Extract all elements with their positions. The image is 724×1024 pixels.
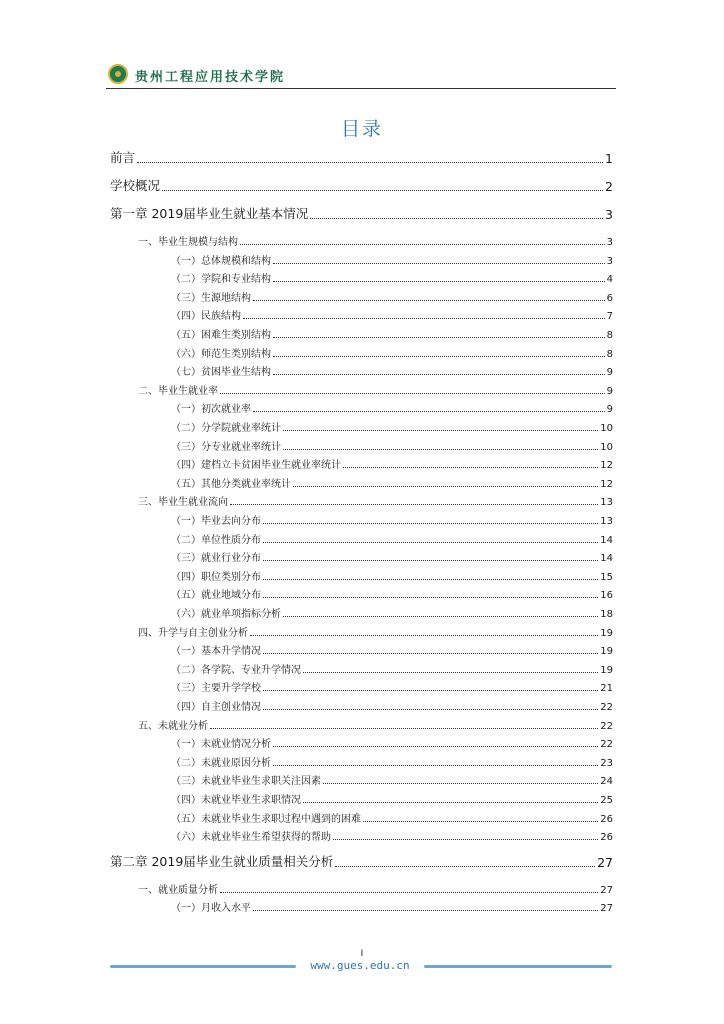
toc-dot-leader bbox=[303, 671, 598, 673]
toc-dot-leader bbox=[253, 410, 605, 412]
toc-entry-label: 五、未就业分析 bbox=[138, 720, 208, 732]
toc-entry[interactable] bbox=[138, 716, 613, 732]
toc-entry-label: （一）基本升学情况 bbox=[171, 646, 261, 658]
toc-dot-leader bbox=[363, 820, 598, 822]
toc-entry[interactable] bbox=[171, 585, 613, 601]
toc-entry[interactable] bbox=[171, 567, 613, 583]
toc-dot-leader bbox=[253, 299, 605, 301]
toc-entry-label: （五）就业地域分布 bbox=[171, 590, 261, 602]
toc-entry-page: 12 bbox=[600, 460, 613, 472]
toc-entry-label: （六）师范生类别结构 bbox=[171, 348, 271, 360]
toc-dot-leader bbox=[263, 689, 598, 691]
toc-dot-leader bbox=[243, 317, 605, 319]
toc-entry-page: 27 bbox=[597, 854, 613, 870]
toc-entry[interactable] bbox=[138, 381, 613, 397]
toc-entry-page: 19 bbox=[600, 627, 613, 639]
toc-entry[interactable] bbox=[171, 548, 613, 564]
toc-entry[interactable] bbox=[171, 604, 613, 620]
footer-url-link[interactable]: www.gues.edu.cn bbox=[310, 959, 410, 972]
toc-entry-page: 3 bbox=[605, 207, 613, 222]
toc-entry[interactable] bbox=[171, 437, 613, 453]
toc-dot-leader bbox=[210, 727, 598, 729]
toc-dot-leader bbox=[273, 336, 605, 338]
toc-entry-page: 27 bbox=[600, 884, 613, 896]
toc-dot-leader bbox=[253, 909, 598, 911]
header-divider bbox=[106, 88, 616, 89]
toc-entry-label: （三）未就业毕业生求职关注因素 bbox=[171, 776, 321, 788]
toc-entry-page: 24 bbox=[600, 776, 613, 788]
toc-entry-label: （七）贫困毕业生结构 bbox=[171, 367, 271, 379]
toc-entry[interactable] bbox=[171, 306, 613, 322]
toc-entry-label: （三）主要升学学校 bbox=[171, 683, 261, 695]
toc-entry-label: 二、毕业生就业率 bbox=[138, 385, 218, 397]
toc-dot-leader bbox=[283, 429, 598, 431]
toc-entry-label: （五）未就业毕业生求职过程中遇到的困难 bbox=[171, 813, 361, 825]
toc-entry[interactable] bbox=[171, 660, 613, 676]
toc-entry-page: 26 bbox=[600, 832, 613, 844]
page-number: I bbox=[360, 949, 364, 959]
toc-entry-page: 9 bbox=[606, 385, 613, 397]
toc-entry[interactable] bbox=[171, 474, 613, 490]
toc-dot-leader bbox=[162, 189, 603, 191]
toc-entry-label: （四）职位类别分布 bbox=[171, 571, 261, 583]
toc-entry-label: 第一章 2019届毕业生就业基本情况 bbox=[110, 206, 309, 221]
toc-dot-leader bbox=[263, 596, 598, 598]
page-header bbox=[106, 62, 616, 90]
toc-dot-leader bbox=[220, 392, 605, 394]
toc-entry-label: （二）未就业原因分析 bbox=[171, 757, 271, 769]
toc-entry-label: （四）未就业毕业生求职情况 bbox=[171, 795, 301, 806]
toc-entry-label: 一、就业质量分析 bbox=[138, 884, 218, 896]
toc-dot-leader bbox=[240, 243, 605, 245]
toc-dot-leader bbox=[273, 262, 605, 264]
toc-title: 目录 bbox=[340, 118, 383, 140]
toc-entry-label: （二）单位性质分布 bbox=[171, 534, 261, 546]
toc-entry[interactable] bbox=[110, 150, 613, 166]
toc-entry-label: （一）月收入水平 bbox=[171, 903, 251, 915]
toc-entry[interactable] bbox=[171, 399, 613, 415]
toc-entry-label: 第二章 2019届毕业生就业质量相关分析 bbox=[110, 853, 334, 869]
toc-entry-label: （三）就业行业分布 bbox=[171, 553, 261, 565]
toc-entry[interactable] bbox=[171, 898, 613, 914]
toc-entry-label: 一、毕业生规模与结构 bbox=[138, 237, 238, 248]
toc-dot-leader bbox=[293, 485, 598, 487]
toc-entry-label: （一）总体规模和结构 bbox=[171, 255, 271, 267]
toc-entry-label: （三）生源地结构 bbox=[171, 292, 251, 304]
toc-dot-leader bbox=[220, 891, 598, 893]
toc-entry-label: （二）学院和专业结构 bbox=[171, 274, 271, 286]
toc-entry[interactable] bbox=[110, 206, 613, 222]
toc-entry-label: 三、毕业生就业流向 bbox=[138, 497, 228, 509]
footer-divider-right bbox=[424, 965, 612, 968]
toc-entry-page: 6 bbox=[606, 292, 613, 304]
toc-dot-leader bbox=[273, 764, 598, 766]
toc-dot-leader bbox=[263, 578, 598, 580]
toc-entry-page: 7 bbox=[606, 311, 613, 323]
toc-entry[interactable] bbox=[171, 344, 613, 360]
toc-dot-leader bbox=[263, 708, 598, 710]
toc-entry-label: 前言 bbox=[110, 150, 136, 165]
toc-entry-label: （二）各学院、专业升学情况 bbox=[171, 664, 301, 676]
toc-entry-page: 9 bbox=[606, 404, 613, 416]
toc-entry-page: 8 bbox=[606, 330, 613, 341]
toc-entry[interactable] bbox=[171, 288, 613, 304]
toc-dot-leader bbox=[310, 217, 603, 219]
toc-entry-page: 13 bbox=[600, 497, 613, 509]
toc-entry-page: 19 bbox=[600, 646, 613, 658]
toc-entry[interactable] bbox=[171, 697, 613, 713]
toc-entry-label: （六）就业单项指标分析 bbox=[171, 609, 281, 620]
toc-entry-page: 19 bbox=[600, 664, 613, 676]
toc-entry[interactable] bbox=[171, 455, 613, 471]
toc-entry[interactable] bbox=[138, 232, 613, 248]
toc-entry-label: （三）分专业就业率统计 bbox=[171, 441, 281, 453]
toc-entry-label: （二）分学院就业率统计 bbox=[171, 423, 281, 434]
toc-entry[interactable] bbox=[171, 678, 613, 694]
toc-entry[interactable] bbox=[171, 790, 613, 806]
footer-divider-left bbox=[110, 965, 296, 968]
toc-entry[interactable] bbox=[171, 734, 613, 750]
toc-entry-page: 25 bbox=[600, 795, 613, 806]
toc-entry-label: （一）未就业情况分析 bbox=[171, 739, 271, 751]
toc-entry[interactable] bbox=[171, 641, 613, 657]
toc-entry-page: 13 bbox=[600, 516, 613, 527]
toc-entry-page: 22 bbox=[600, 720, 613, 732]
toc-entry-page: 16 bbox=[600, 590, 613, 602]
toc-entry-page: 4 bbox=[606, 274, 613, 286]
toc-entry-page: 22 bbox=[600, 702, 613, 713]
toc-dot-leader bbox=[273, 280, 605, 282]
school-name: 贵州工程应用技术学院 bbox=[135, 70, 286, 85]
toc-entry[interactable] bbox=[171, 362, 613, 378]
toc-entry[interactable] bbox=[171, 511, 613, 527]
toc-dot-leader bbox=[250, 634, 598, 636]
toc-entry[interactable] bbox=[171, 827, 613, 843]
toc-entry-page: 21 bbox=[600, 683, 613, 695]
toc-entry-label: （六）未就业毕业生希望获得的帮助 bbox=[171, 832, 331, 844]
toc-dot-leader bbox=[333, 838, 598, 840]
toc-dot-leader bbox=[283, 448, 598, 450]
toc-entry-page: 14 bbox=[600, 534, 613, 546]
toc-entry[interactable] bbox=[110, 178, 613, 194]
toc-entry-page: 2 bbox=[605, 179, 613, 194]
toc-dot-leader bbox=[273, 355, 605, 357]
toc-entry[interactable] bbox=[138, 880, 613, 896]
toc-dot-leader bbox=[343, 466, 598, 468]
toc-entry[interactable] bbox=[171, 753, 613, 769]
toc-entry-page: 3 bbox=[606, 237, 613, 248]
toc-entry-page: 12 bbox=[600, 478, 613, 490]
school-logo-icon bbox=[108, 64, 128, 84]
toc-entry-label: （五）其他分类就业率统计 bbox=[171, 478, 291, 490]
toc-entry[interactable] bbox=[171, 251, 613, 267]
toc-entry-label: 学校概况 bbox=[110, 178, 161, 193]
toc-entry[interactable] bbox=[171, 530, 613, 546]
toc-entry-page: 18 bbox=[600, 609, 613, 620]
toc-dot-leader bbox=[323, 782, 598, 784]
toc-entry-page: 10 bbox=[600, 423, 613, 434]
toc-entry[interactable] bbox=[171, 809, 613, 825]
toc-dot-leader bbox=[273, 745, 598, 747]
toc-entry-label: 四、升学与自主创业分析 bbox=[138, 627, 248, 639]
toc-entry-label: （一）初次就业率 bbox=[171, 404, 251, 416]
toc-entry-label: （四）自主创业情况 bbox=[171, 702, 261, 713]
toc-entry-page: 26 bbox=[600, 813, 613, 825]
toc-entry-page: 8 bbox=[606, 348, 613, 360]
toc-entry-page: 9 bbox=[606, 367, 613, 379]
toc-entry-page: 14 bbox=[600, 553, 613, 565]
toc-dot-leader bbox=[263, 522, 598, 524]
toc-entry-label: （一）毕业去向分布 bbox=[171, 516, 261, 527]
toc-entry-page: 15 bbox=[600, 571, 613, 583]
toc-dot-leader bbox=[273, 373, 605, 375]
toc-entry-label: （四）建档立卡贫困毕业生就业率统计 bbox=[171, 460, 341, 472]
toc-entry-page: 23 bbox=[600, 757, 613, 769]
toc-entry-page: 1 bbox=[605, 151, 613, 166]
toc-dot-leader bbox=[137, 161, 603, 163]
toc-dot-leader bbox=[263, 652, 598, 654]
toc-dot-leader bbox=[263, 541, 598, 543]
toc-dot-leader bbox=[335, 865, 595, 867]
toc-dot-leader bbox=[230, 503, 598, 505]
toc-dot-leader bbox=[303, 801, 598, 803]
toc-entry-label: （四）民族结构 bbox=[171, 311, 241, 323]
toc-entry-page: 10 bbox=[600, 441, 613, 453]
toc-entry[interactable] bbox=[138, 492, 613, 508]
toc-entry[interactable] bbox=[171, 418, 613, 434]
toc-entry-page: 3 bbox=[606, 255, 613, 267]
toc-dot-leader bbox=[263, 559, 598, 561]
toc-entry[interactable] bbox=[110, 854, 613, 870]
toc-entry[interactable] bbox=[171, 269, 613, 285]
toc-entry[interactable] bbox=[171, 325, 613, 341]
toc-dot-leader bbox=[283, 615, 598, 617]
toc-entry[interactable] bbox=[138, 623, 613, 639]
toc-entry-label: （五）困难生类别结构 bbox=[171, 330, 271, 341]
toc-entry[interactable] bbox=[171, 771, 613, 787]
toc-entry-page: 22 bbox=[600, 739, 613, 751]
toc-entry-page: 27 bbox=[600, 903, 613, 915]
